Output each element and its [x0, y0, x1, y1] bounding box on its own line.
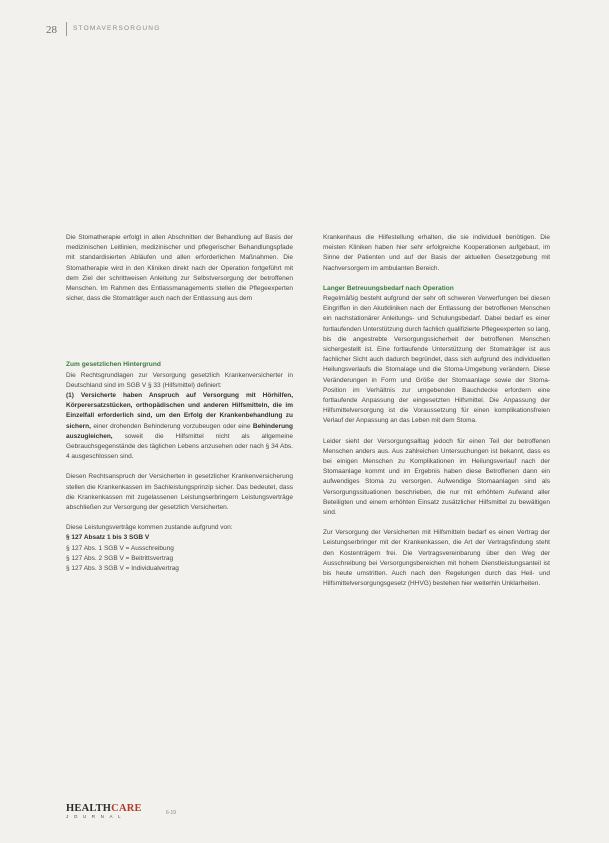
list-item: § 127 Abs. 1 SGB V = Ausschreibung [66, 544, 174, 552]
legal-quote-rest: soweit die Hilfsmittel nicht als allgemeine Gebrauchsgegenstände des täglichen Lebens anzusehen oder nach § 34 Abs. 4 ausgeschlossen sind. [66, 432, 293, 461]
care-paragraph-1: Regelmäßig besteht aufgrund der sehr oft schweren Verwerfungen bei diesen Eingriffen in den Akutkliniken nach der Entlassung der betroffenen Menschen ein nachstationärer Anleitungs- und Schulungsbedarf. Dabei bedarf es einer fortlaufenden Unterstützung durch fachlich qualifizierte Pflegeexperten so lang, bis die angestrebte Versorgungssicherheit der betroffenen Menschen sichergestellt ist. Eine fortlaufende Unterstützung der Stomaträger ist aus fachlicher Sicht auch dadurch begründet, dass sich aufgrund des individuellen Heilungsverlaufs die Stomalage und die Stoma-Umgebung verändern. Diese Veränderungen in Form und Größe der Stomaanlage sowie der Stoma-Position im Verhältnis zur umgebenden Bauchdecke erfordern eine fortlaufende Anpassung der eingesetzten Hilfsmittel. Die Anpassung der Hilfsmittelversorgung ist die Voraussetzung für einen komplikationsfreien Verlauf der Anpassung an das Leben mit dem Stoma. [323, 295, 550, 425]
legal-quote-mid: einer drohenden Behinderung vorzubeugen oder eine [93, 422, 251, 430]
list-item: § 127 Absatz 1 bis 3 SGB V [66, 534, 150, 542]
care-paragraph-3: Zur Versorgung der Versicherten mit Hilfsmitteln bedarf es einen Vertrag der Leistungserbringer mit der Krankenkassen, die Art der Vertragsfindung steht den Kostenträgern frei. Die Vertragsvereinbarung über den Weg der Ausschreibung bei Versorgungsbereichen mit hohem Dienstleistungsanteil ist bis heute umstritten. Auch nach den Regelungen durch das Heil- und Hilfsmittelversorgungsgesetz (HHVG) bestehen hier weiterhin Unklarheiten. [323, 529, 550, 588]
legal-paragraph-2 [66, 391, 293, 462]
logo-part-care: CARE [111, 803, 142, 814]
section-heading-legal: Zum gesetzlichen Hintergrund [66, 361, 161, 369]
page-number: 28 [46, 24, 57, 36]
legal-quote-bold: (1) Versicherte haben Anspruch auf Versorgung mit Hörhilfen, Körperersatzstücken, orthopädischen und anderen Hilfsmitteln, die im Einzelfall erforderlich sind, um den Erfolg der Krankenbehandlung zu sichern, [66, 392, 293, 430]
legal-paragraph-1: Die Rechtsgrundlagen zur Versorgung gesetzlich Krankenversicherter in Deutschland sind im SGB V § 33 (Hilfsmittel) definiert: [66, 371, 293, 389]
journal-logo [66, 803, 142, 820]
continuation-paragraph: Krankenhaus die Hilfestellung erhalten, die sie individuell benötigen. Die meisten Kliniken haben hier sehr erfolgreiche Kooperationen aufgebaut, im Sinne der Patienten und auf der Basis der aktuellen Gesetzgebung mit Nachversorgern im ambulanten Bereich. [323, 234, 550, 272]
legal-paragraph-4: Diese Leistungsverträge kommen zustande aufgrund von: [66, 524, 233, 532]
care-paragraph-2: Leider sieht der Versorgungsalltag jedoch für einen Teil der betroffenen Menschen anders aus. Aus zahlreichen Untersuchungen ist bekannt, dass es bei einigen Menschen zu Komplikationen im Heilungsverlauf nach der Stomaanlage kommt und im Ergebnis haben diese Betroffenen dann ein aufwendiges Stoma zu versorgen. Aufwendige Stomaanlagen sind als Versorgungssituationen beschrieben, die nur mit erhöhtem Aufwand aller Beteiligten und einem erhöhten Einsatz zusätzlicher Hilfsmittel zu bewältigen sind. [323, 437, 550, 517]
list-item: § 127 Abs. 3 SGB V = Individualvertrag [66, 565, 179, 573]
legal-list [66, 533, 293, 574]
intro-paragraph: Die Stomatherapie erfolgt in allen Abschnitten der Behandlung auf Basis der medizinischen Leitlinien, medizinischer und pflegerischer Behandlungspfade mit standardisierten Abläufen und allen erforderlichen Maßnahmen. Die Stomatherapie wird in den Kliniken direkt nach der Operation fortgeführt mit dem Ziel der schrittweisen Anleitung zur Selbstversorgung der betroffenen Menschen. Im Rahmen des Entlassmanagements stellen die Pflegeexperten sicher, dass die Stomaträger auch nach der Entlassung aus dem [66, 234, 293, 303]
logo-part-health: HEALTH [66, 803, 112, 814]
running-head: STOMAVERSORGUNG [73, 25, 161, 32]
left-column [66, 233, 293, 574]
issue-number: 6-19 [166, 810, 177, 816]
right-column [323, 233, 550, 600]
section-heading-care: Langer Betreuungsbedarf nach Operation [323, 284, 454, 292]
logo-wordmark [66, 803, 142, 814]
list-item: § 127 Abs. 2 SGB V = Beitrittsvertrag [66, 554, 174, 562]
header-divider [66, 22, 67, 36]
column-spacer [66, 314, 293, 360]
legal-quote-bold-2: Behinderung auszugleichen, [66, 422, 293, 440]
logo-subtitle: JOURNAL [66, 814, 127, 819]
legal-paragraph-3: Diesen Rechtsanspruch der Versicherten in gesetzlicher Krankenversicherung stellen die Krankenkassen im Sachleistungsprinzip sicher. Das bedeutet, dass die Krankenkassen mit zugelassenen Leistungserbringern Leistungsverträge abschließen zur Versorgung der gesetzlich Versicherten. [66, 473, 293, 512]
